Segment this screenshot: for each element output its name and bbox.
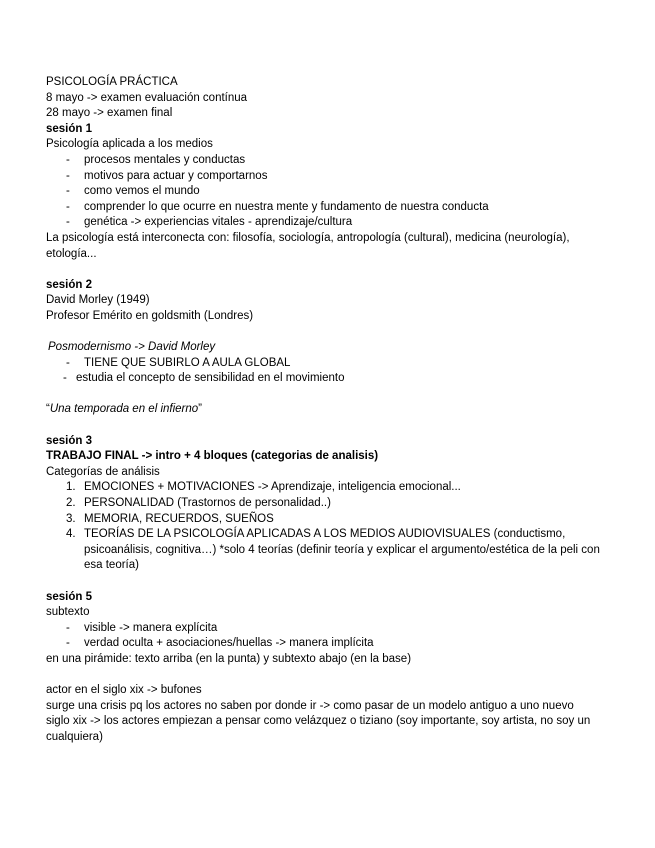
session-5-list (46, 621, 606, 652)
spacer (46, 262, 606, 278)
posmodernismo-line: Posmodernismo -> David Morley (48, 341, 216, 354)
session-1-subtitle: Psicología aplicada a los medios (46, 138, 213, 151)
session-2-line: Profesor Emérito en goldsmith (Londres) (46, 309, 254, 322)
list-item: 3. MEMORIA, RECUERDOS, SUEÑOS (66, 512, 274, 525)
trabajo-final-line: TRABAJO FINAL -> intro + 4 bloques (categorias de analisis) (46, 450, 379, 463)
session-5-heading: sesión 5 (46, 590, 93, 603)
dash-bullet: - (63, 372, 67, 385)
session-2-line: David Morley (1949) (46, 294, 150, 307)
spacer (46, 325, 606, 341)
crisis-line: surge una crisis pq los actores no saben por donde ir -> como pasar de un modelo antiguo a uno nuevo (46, 699, 574, 712)
list-item: - motivos para actuar y comportarnos (46, 169, 606, 185)
doc-title: PSICOLOGÍA PRÁCTICA (46, 76, 178, 88)
session-3-subtitle: Categorías de análisis (46, 465, 160, 478)
session-3-heading: sesión 3 (46, 434, 93, 447)
list-item: - TIENE QUE SUBIRLO A AULA GLOBAL (46, 356, 606, 372)
list-item: - visible -> manera explícita (46, 621, 606, 637)
session-2-list-2 (46, 371, 606, 387)
intro-line: 28 mayo -> examen final (46, 107, 173, 120)
session-1-list (46, 153, 606, 231)
document-body (46, 75, 606, 746)
dash-bullet: - (66, 216, 70, 229)
quote-line: “Una temporada en el infierno” (46, 403, 203, 416)
dash-bullet: - (66, 185, 70, 198)
list-item: - procesos mentales y conductas (46, 153, 606, 169)
spacer (46, 387, 606, 403)
list-item: 2. PERSONALIDAD (Trastornos de personalidad..) (66, 497, 331, 510)
session-2-list (46, 356, 606, 372)
dash-bullet: - (66, 169, 70, 182)
siglo-line: siglo xix -> los actores empiezan a pensar como velázquez o tiziano (soy importante, soy artista, no soy un cualquiera) (46, 715, 591, 743)
list-item: - genética -> experiencias vitales - aprendizaje/cultura (46, 215, 606, 231)
list-item: - como vemos el mundo (46, 184, 606, 200)
intro-line: 8 mayo -> examen evaluación contínua (46, 91, 248, 104)
list-item: - estudia el concepto de sensibilidad en el movimiento (46, 371, 606, 387)
list-item: 4. TEORÍAS DE LA PSICOLOGÍA APLICADAS A LOS MEDIOS AUDIOVISUALES (conductismo, psicoanálisis, cognitiva…) *solo 4 teorías (definir teoría y explicar el argumento/estética de la peli con esa teoría) (66, 528, 600, 572)
session-1-heading: sesión 1 (46, 122, 93, 135)
spacer (46, 418, 606, 434)
categories-list (46, 480, 606, 574)
list-item: - comprender lo que ocurre en nuestra mente y fundamento de nuestra conducta (46, 200, 606, 216)
dash-bullet: - (66, 153, 70, 166)
pyramid-line: en una pirámide: texto arriba (en la punta) y subtexto abajo (en la base) (46, 652, 412, 665)
list-item: 1. EMOCIONES + MOTIVACIONES -> Aprendizaje, inteligencia emocional... (66, 481, 461, 494)
spacer (46, 574, 606, 590)
spacer (46, 668, 606, 684)
session-5-subtitle: subtexto (46, 606, 90, 619)
dash-bullet: - (66, 621, 70, 634)
actor-line: actor en el siglo xix -> bufones (46, 684, 202, 697)
list-item: - verdad oculta + asociaciones/huellas -> manera implícita (46, 636, 606, 652)
session-2-heading: sesión 2 (46, 278, 93, 291)
dash-bullet: - (66, 200, 70, 213)
dash-bullet: - (66, 637, 70, 650)
session-1-paragraph: La psicología está interconecta con: filosofía, sociología, antropología (cultural), medicina (neurología), etología... (46, 231, 570, 260)
dash-bullet: - (66, 356, 70, 369)
